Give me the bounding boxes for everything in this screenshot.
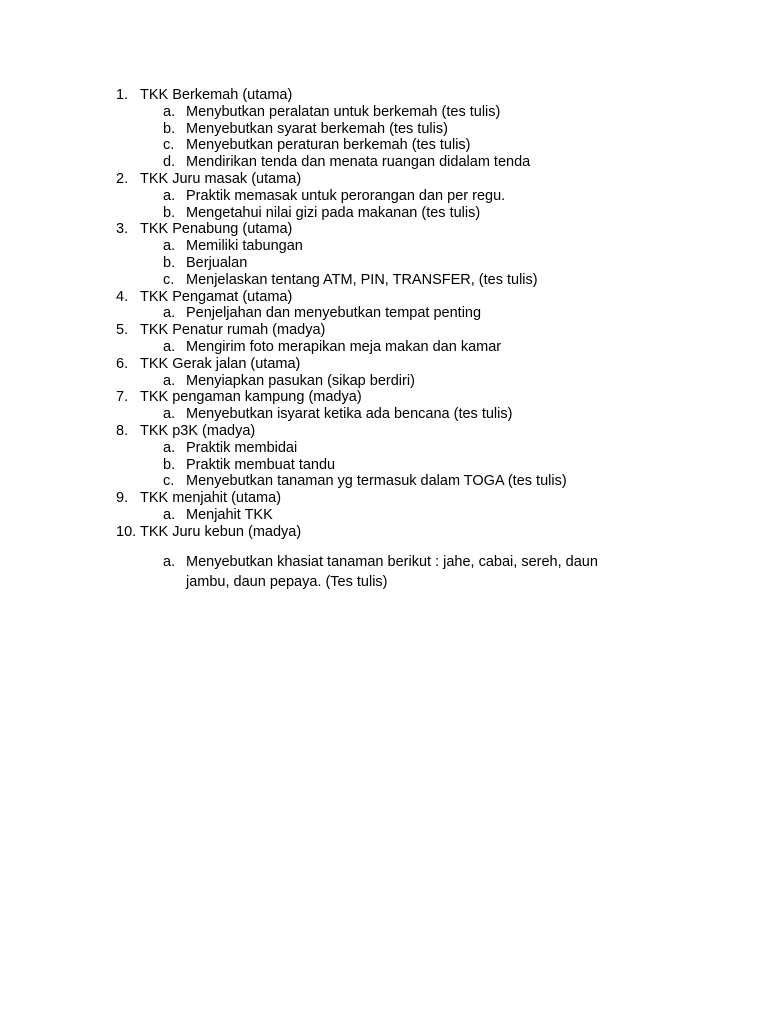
sub-item-letter: c. bbox=[163, 473, 175, 490]
sub-item bbox=[116, 137, 736, 154]
list-item bbox=[116, 490, 736, 524]
item-title: TKK Juru masak (utama) bbox=[140, 170, 302, 187]
item-heading bbox=[116, 221, 736, 238]
item-heading bbox=[116, 490, 736, 507]
sub-item bbox=[116, 255, 736, 272]
sub-item-text: Praktik memasak untuk perorangan dan per regu. bbox=[186, 187, 506, 204]
item-title: TKK menjahit (utama) bbox=[140, 490, 282, 507]
sub-item bbox=[116, 154, 736, 171]
sub-item bbox=[116, 188, 736, 205]
sub-item-text: Penjeljahan dan menyebutkan tempat penting bbox=[186, 305, 482, 322]
item-number: 10. bbox=[116, 523, 137, 540]
sub-item-letter: a. bbox=[163, 506, 176, 523]
sub-item bbox=[116, 552, 736, 592]
sub-item-text: Menyebutkan peraturan berkemah (tes tulis) bbox=[186, 137, 471, 154]
item-number: 1. bbox=[116, 87, 129, 103]
sub-item-letter: a. bbox=[163, 187, 176, 204]
sub-item bbox=[116, 272, 736, 289]
sub-item bbox=[116, 205, 736, 222]
sub-item bbox=[116, 373, 736, 390]
sub-list bbox=[116, 440, 736, 490]
sub-item-text: Praktik membidai bbox=[186, 439, 298, 456]
item-title: TKK p3K (madya) bbox=[140, 422, 256, 439]
sub-item-text: Menybutkan peralatan untuk berkemah (tes tulis) bbox=[186, 103, 501, 120]
sub-item-letter: a. bbox=[163, 238, 176, 255]
sub-item-letter: b. bbox=[163, 120, 176, 137]
sub-item bbox=[116, 238, 736, 255]
sub-item-text: Menyebutkan syarat berkemah (tes tulis) bbox=[186, 120, 448, 137]
sub-list bbox=[116, 339, 736, 356]
item-heading bbox=[116, 289, 736, 306]
item-number: 6. bbox=[116, 355, 129, 372]
sub-item-letter: a. bbox=[163, 406, 176, 423]
sub-item bbox=[116, 121, 736, 138]
sub-list bbox=[116, 406, 736, 423]
item-number: 3. bbox=[116, 221, 129, 238]
sub-item bbox=[116, 507, 736, 524]
sub-item-letter: c. bbox=[163, 137, 175, 154]
sub-item-letter: c. bbox=[163, 271, 175, 288]
sub-item-letter: a. bbox=[163, 305, 176, 322]
sub-item-letter: a. bbox=[163, 372, 176, 389]
item-heading bbox=[116, 423, 736, 440]
item-title: TKK Penabung (utama) bbox=[140, 221, 293, 238]
item-heading bbox=[116, 322, 736, 339]
sub-list bbox=[116, 104, 736, 171]
item-title: TKK Juru kebun (madya) bbox=[140, 523, 302, 540]
list-item bbox=[116, 322, 736, 356]
sub-item-letter: a. bbox=[163, 553, 176, 570]
item-number: 4. bbox=[116, 288, 129, 305]
sub-item bbox=[116, 305, 736, 322]
item-number: 8. bbox=[116, 422, 129, 439]
item-number: 5. bbox=[116, 322, 129, 339]
sub-item-text: Menyebutkan tanaman yg termasuk dalam TOGA (tes tulis) bbox=[186, 473, 567, 490]
item-title: TKK pengaman kampung (madya) bbox=[140, 389, 362, 406]
sub-item-letter: b. bbox=[163, 456, 176, 473]
list-item bbox=[116, 221, 736, 288]
sub-item-text: Praktik membuat tandu bbox=[186, 456, 336, 473]
item-heading bbox=[116, 87, 736, 104]
sub-item bbox=[116, 406, 736, 423]
sub-list bbox=[116, 552, 736, 592]
sub-list bbox=[116, 373, 736, 390]
sub-item-text: Menyebutkan khasiat tanaman berikut : jahe, cabai, sereh, daun jambu, daun pepaya. (Tes tulis) bbox=[186, 553, 598, 590]
sub-item bbox=[116, 457, 736, 474]
item-heading bbox=[116, 524, 736, 541]
list-item bbox=[116, 524, 736, 592]
sub-item bbox=[116, 104, 736, 121]
sub-item-text: Menyiapkan pasukan (sikap berdiri) bbox=[186, 372, 415, 389]
item-heading bbox=[116, 389, 736, 406]
list-item bbox=[116, 171, 736, 221]
item-number: 9. bbox=[116, 490, 129, 507]
item-title: TKK Pengamat (utama) bbox=[140, 288, 293, 305]
sub-list bbox=[116, 188, 736, 222]
sub-item-letter: a. bbox=[163, 103, 176, 120]
sub-list bbox=[116, 507, 736, 524]
item-title: TKK Penatur rumah (madya) bbox=[140, 322, 326, 339]
item-title: TKK Gerak jalan (utama) bbox=[140, 355, 301, 372]
sub-item-text: Menjahit TKK bbox=[186, 506, 273, 523]
list-item bbox=[116, 87, 736, 171]
tkk-list bbox=[116, 87, 736, 592]
sub-item-letter: a. bbox=[163, 439, 176, 456]
item-heading bbox=[116, 171, 736, 188]
list-item bbox=[116, 423, 736, 490]
sub-list bbox=[116, 238, 736, 288]
sub-item-text: Mengetahui nilai gizi pada makanan (tes tulis) bbox=[186, 204, 481, 221]
sub-item bbox=[116, 473, 736, 490]
list-item bbox=[116, 389, 736, 423]
sub-item-text: Memiliki tabungan bbox=[186, 238, 303, 255]
sub-item bbox=[116, 440, 736, 457]
item-number: 7. bbox=[116, 389, 129, 406]
sub-item-letter: a. bbox=[163, 338, 176, 355]
sub-item-letter: d. bbox=[163, 154, 176, 171]
item-heading bbox=[116, 356, 736, 373]
sub-item-text: Mendirikan tenda dan menata ruangan didalam tenda bbox=[186, 154, 531, 171]
sub-item bbox=[116, 339, 736, 356]
sub-item-text: Mengirim foto merapikan meja makan dan kamar bbox=[186, 338, 502, 355]
item-number: 2. bbox=[116, 170, 129, 187]
item-title: TKK Berkemah (utama) bbox=[140, 87, 293, 103]
sub-item-text: Berjualan bbox=[186, 254, 248, 271]
sub-list bbox=[116, 305, 736, 322]
sub-item-letter: b. bbox=[163, 254, 176, 271]
list-item bbox=[116, 356, 736, 390]
sub-item-text: Menyebutkan isyarat ketika ada bencana (tes tulis) bbox=[186, 406, 513, 423]
sub-item-text: Menjelaskan tentang ATM, PIN, TRANSFER, (tes tulis) bbox=[186, 271, 538, 288]
list-item bbox=[116, 289, 736, 323]
sub-item-letter: b. bbox=[163, 204, 176, 221]
